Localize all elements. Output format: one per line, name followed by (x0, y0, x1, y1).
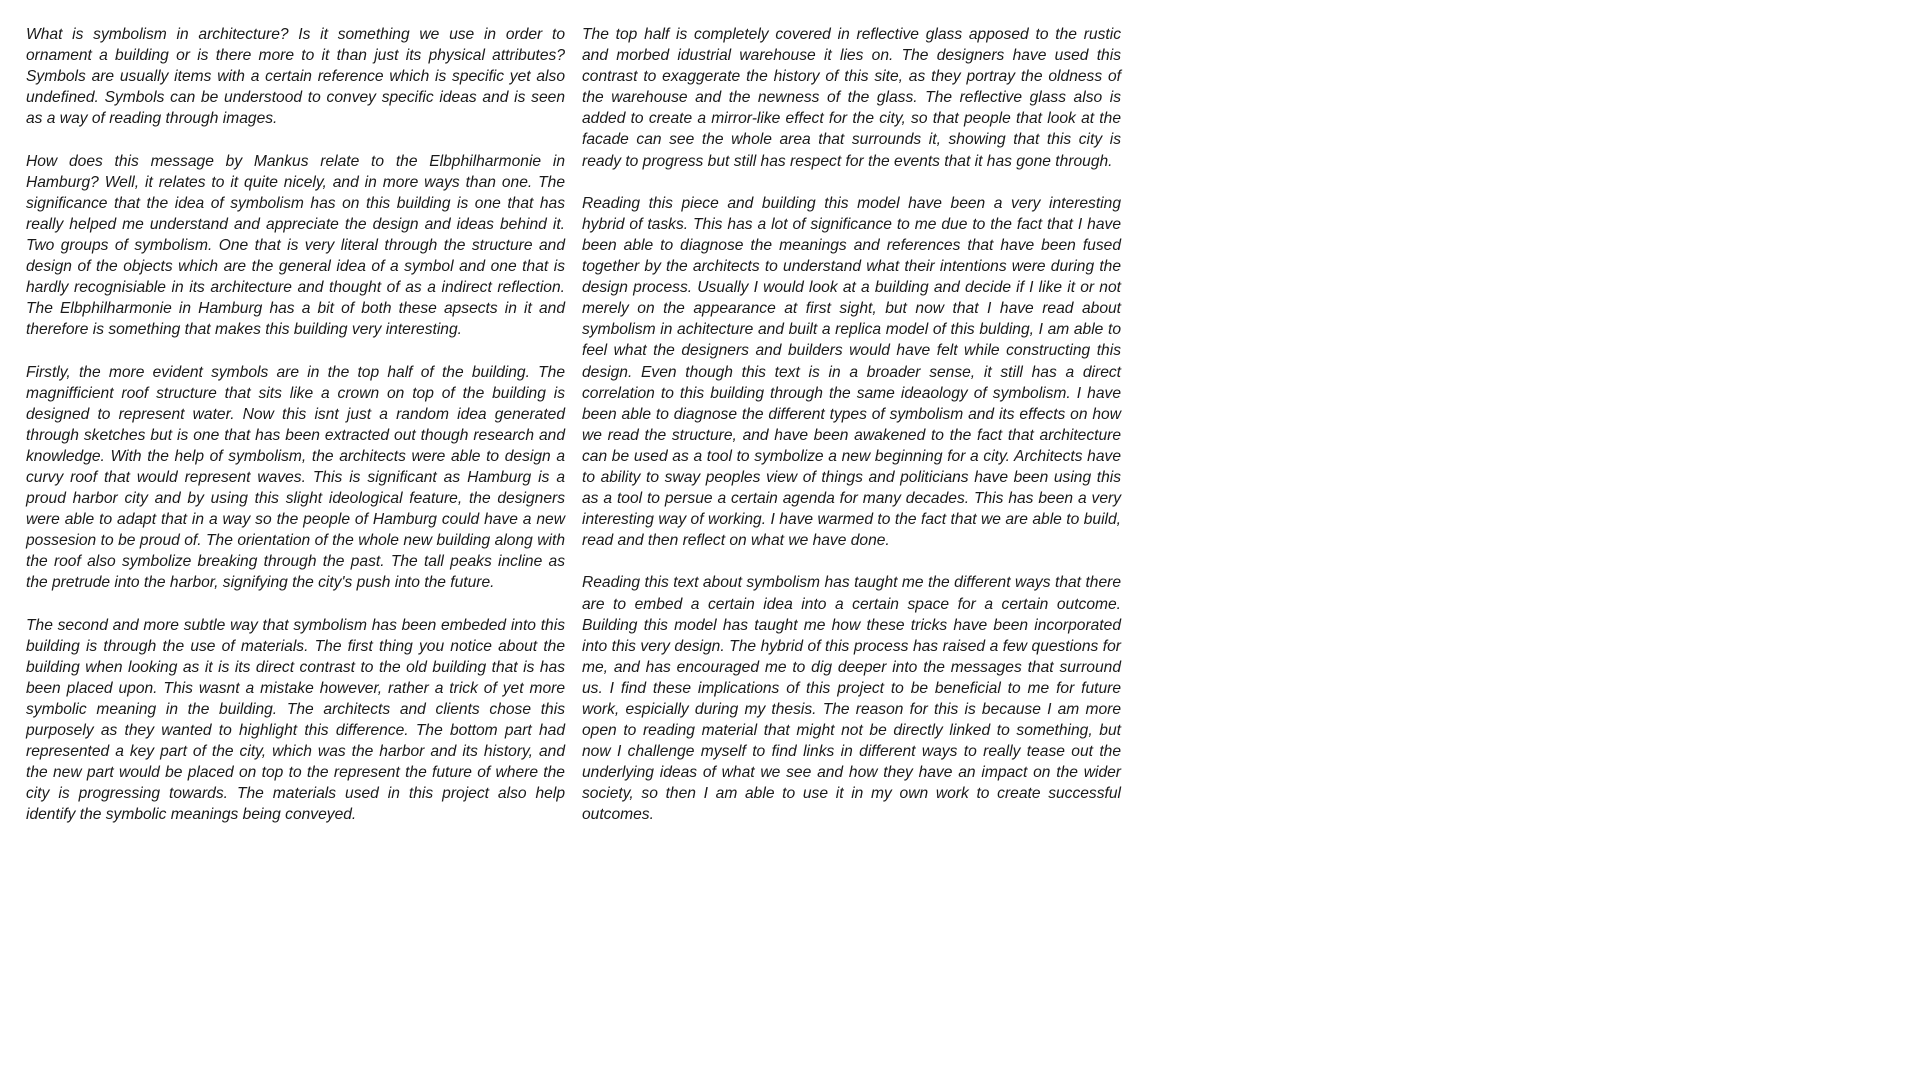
right-text-column (582, 24, 1121, 847)
paragraph-mankus-elbphilharmonie: How does this message by Mankus relate to the Elbphilharmonie in Hamburg? Well, it relates to it quite nicely, and in more ways than one. The significance that the idea of symbolism has on this building is one that has really helped me understand and appreciate the design and ideas behind it. Two groups of symbolism. One that is very literal through the structure and design of the objects which are the general idea of a symbol and one that is hardly recognisiable in its architecture and thought of as a indirect reflection. The Elbphilharmonie in Hamburg has a bit of both these apsects in it and therefore is something that makes this building very interesting. (26, 152, 565, 339)
paragraph-model-reflection: Reading this piece and building this model have been a very interesting hybrid of tasks. This has a lot of significance to me due to the fact that I have been able to diagnose the meanings and references that have been fused together by the architects to understand what their intentions were during the design process. Usually I would look at a building and decide if I like it or not merely on the appearance at first sight, but now that I have read about symbolism in achitecture and built a replica model of this bulding, I am able to feel what the designers and builders would have felt while constructing this design. Even though this text is in a broader sense, it still has a direct correlation to this building through the same ideaology of symbolism. I have been able to diagnose the different types of symbolism and its effects on how we read the structure, and have been awakened to the fact that architecture can be used as a tool to symbolize a new beginning for a city. Architects have to ability to sway peoples view of things and politicians have been using this as a tool to persue a certain agenda for many decades. This has been a very interesting way of working. I have warmed to the fact that we are able to build, read and then reflect on what we have done. (582, 194, 1121, 550)
paragraph-conclusion: Reading this text about symbolism has taught me the different ways that there are to embed a certain idea into a certain space for a certain outcome. Building this model has taught me how these tricks have been incorporated into this very design. The hybrid of this process has raised a few questions for me, and has encouraged me to dig deeper into the messages that surround us. I find these implications of this project to be beneficial to me for future work, espicially during my thesis. The reason for this is because I am more open to reading material that might not be directly linked to something, but now I challenge myself to find links in different ways to really tease out the underlying ideas of what we see and how they have an impact on the wider society, so then I am able to use it in my own work to create successful outcomes. (582, 574, 1121, 824)
paragraph-roof-symbols: Firstly, the more evident symbols are in the top half of the building. The magnifficient roof structure that sits like a crown on top of the building is designed to represent water. Now this isnt just a random idea generated through sketches but is one that has been extracted out though research and knowledge. With the help of symbolism, the architects were able to design a curvy roof that would represent waves. This is significant as Hamburg is a proud harbor city and by using this slight ideological feature, the designers were able to adapt that in a way so the people of Hamburg could have a new possesion to be proud of. The orientation of the whole new building along with the roof also symbolize breaking through the past. The tall peaks incline as the pretrude into the harbor, signifying the city's push into the future. (26, 363, 565, 592)
paragraph-materials-symbolism: The second and more subtle way that symbolism has been embeded into this building is through the use of materials. The first thing you notice about the building when looking as it is its direct contrast to the old building that is has been placed upon. This wasnt a mistake however, rather a trick of yet more symbolic meaning in the building. The architects and clients chose this purposely as they wanted to highlight this difference. The bottom part had represented a key part of the city, which was the harbor and its history, and the new part would be placed on top to the represent the future of where the city is progressing towards. The materials used in this project also help identify the symbolic meanings being conveyed. (26, 616, 565, 824)
paragraph-reflective-glass: The top half is completely covered in reflective glass apposed to the rustic and morbed idustrial warehouse it lies on. The designers have used this contrast to exaggerate the history of this site, as they portray the oldness of the warehouse and the newness of the glass. The reflective glass also is added to create a mirror-like effect for the city, so that people that look at the facade can see the whole area that surrounds it, showing that this city is ready to progress but still has respect for the events that it has gone through. (582, 26, 1121, 170)
paragraph-intro-symbolism: What is symbolism in architecture? Is it something we use in order to ornament a building or is there more to it than just its physical attributes? Symbols are usually items with a certain reference which is specific yet also undefined. Symbols can be understood to convey specific ideas and is seen as a way of reading through images. (26, 26, 565, 128)
left-text-column (26, 24, 565, 847)
